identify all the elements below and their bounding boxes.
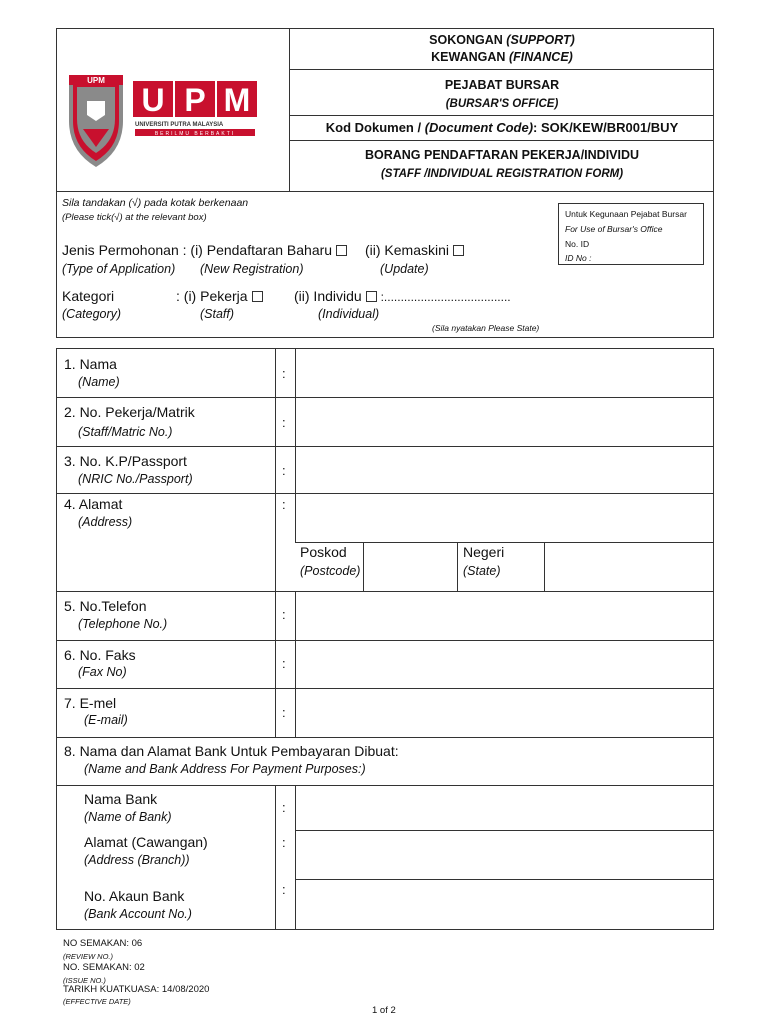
address-label-en: (Address) — [78, 515, 133, 529]
email-label-en: (E-mail) — [84, 713, 128, 727]
postcode-label-en: (Postcode) — [300, 564, 361, 578]
issue-no-en: (ISSUE NO.) — [63, 976, 106, 985]
telephone-input[interactable] — [296, 592, 713, 639]
form-title-text: BORANG PENDAFTARAN PEKERJA/INDIVIDU — [364, 148, 640, 162]
tick-note-en: (Please tick(√) at the relevant box) — [62, 212, 207, 223]
application-type-label-en: (Type of Application) — [62, 262, 176, 276]
colon: : — [282, 656, 286, 671]
form-title-en: (STAFF /INDIVIDUAL REGISTRATION FORM) — [380, 168, 624, 180]
update-option — [365, 242, 464, 258]
fax-label: 6. No. Faks — [64, 647, 136, 663]
fax-label-en: (Fax No) — [78, 665, 127, 679]
name-label: 1. Nama — [64, 356, 117, 372]
individual-checkbox[interactable] — [366, 291, 377, 302]
telephone-label: 5. No.Telefon — [64, 598, 147, 614]
state-note: (Sila nyatakan Please State) — [432, 323, 540, 333]
office-label-en: (BURSAR'S OFFICE) — [445, 98, 559, 110]
bank-address-label-en: (Address (Branch)) — [84, 853, 190, 867]
support-label-en: (SUPPORT) — [506, 33, 575, 47]
state-label: Negeri — [463, 544, 505, 560]
telephone-label-en: (Telephone No.) — [78, 617, 168, 631]
office-title — [290, 76, 714, 114]
bank-section-label: 8. Nama dan Alamat Bank Untuk Pembayaran Dibuat: — [64, 743, 399, 759]
effective-date: TARIKH KUATKUASA: 14/08/2020 — [63, 984, 210, 995]
issue-no: NO. SEMAKAN: 02 — [63, 962, 145, 973]
state-label-en: (State) — [463, 564, 501, 578]
individual-label: (ii) Individu — [294, 288, 362, 304]
divider — [275, 785, 276, 930]
svg-text:P: P — [184, 82, 206, 118]
application-type-label: Jenis Permohonan : (i) Pendaftaran Baharu — [62, 242, 333, 258]
application-type-row — [62, 242, 347, 258]
colon: : — [282, 705, 286, 720]
svg-text:BERILMU BERBAKTI: BERILMU BERBAKTI — [154, 131, 236, 137]
staff-no-label-en: (Staff/Matric No.) — [78, 425, 173, 439]
finance-label: KEWANGAN — [431, 50, 506, 64]
svg-text:UPM: UPM — [87, 76, 105, 85]
individual-specify-field[interactable]: :...................................... — [380, 290, 511, 304]
svg-text:M: M — [223, 82, 251, 118]
ic-no-input[interactable] — [296, 447, 713, 492]
update-label: (ii) Kemaskini — [365, 242, 450, 258]
review-no-en: (REVIEW NO.) — [63, 952, 113, 961]
new-registration-checkbox[interactable] — [336, 245, 347, 256]
colon: : — [282, 607, 286, 622]
ic-no-label: 3. No. K.P/Passport — [64, 453, 187, 469]
account-no-label-en: (Bank Account No.) — [84, 907, 192, 921]
colon: : — [282, 882, 286, 897]
colon: : — [282, 497, 286, 512]
individual-label-en: (Individual) — [318, 307, 380, 321]
office-label: PEJABAT BURSAR — [444, 78, 560, 92]
svg-text:UNIVERSITI PUTRA MALAYSIA: UNIVERSITI PUTRA MALAYSIA — [135, 122, 224, 128]
colon: : — [282, 415, 286, 430]
update-checkbox[interactable] — [453, 245, 464, 256]
individual-option — [294, 288, 511, 304]
staff-option — [176, 288, 263, 304]
email-input[interactable] — [296, 689, 713, 736]
bank-address-label: Alamat (Cawangan) — [84, 834, 208, 850]
bank-name-input[interactable] — [296, 786, 713, 829]
bank-address-input[interactable] — [296, 831, 713, 878]
ic-no-label-en: (NRIC No./Passport) — [78, 472, 193, 486]
bank-name-label: Nama Bank — [84, 791, 158, 807]
colon: : — [282, 835, 286, 850]
review-no: NO SEMAKAN: 06 — [63, 938, 143, 949]
name-label-en: (Name) — [78, 375, 120, 389]
office-use-title: Untuk Kegunaan Pejabat Bursar — [565, 209, 687, 219]
effective-date-en: (EFFECTIVE DATE) — [63, 997, 131, 1006]
upm-logo — [57, 29, 289, 191]
postcode-label: Poskod — [300, 544, 347, 560]
staff-no-input[interactable] — [296, 398, 713, 445]
colon: : — [282, 366, 286, 381]
doc-code-label-en: (Document Code) — [424, 120, 534, 135]
doc-code-value: : SOK/KEW/BR001/BUY — [533, 120, 679, 135]
address-input[interactable] — [296, 494, 713, 541]
support-label: SOKONGAN — [429, 33, 503, 47]
divider — [290, 140, 714, 141]
fax-input[interactable] — [296, 641, 713, 687]
bank-section-label-en: (Name and Bank Address For Payment Purposes:) — [84, 762, 366, 776]
tick-note: Sila tandakan (√) pada kotak berkenaan — [62, 197, 249, 209]
divider — [56, 737, 714, 738]
staff-label-en: (Staff) — [200, 307, 235, 321]
office-use-title-en: For Use of Bursar's Office — [565, 224, 663, 234]
state-input[interactable] — [545, 543, 713, 590]
office-use-id-no: ID No : — [565, 253, 592, 263]
update-label-en: (Update) — [380, 262, 429, 276]
postcode-input[interactable] — [364, 543, 456, 590]
staff-checkbox[interactable] — [252, 291, 263, 302]
category-label-en: (Category) — [62, 307, 122, 321]
new-registration-label-en: (New Registration) — [200, 262, 304, 276]
category-label: Kategori — [62, 288, 115, 304]
account-no-label: No. Akaun Bank — [84, 888, 185, 904]
doc-code-label: Kod Dokumen / — [325, 120, 425, 135]
staff-no-label: 2. No. Pekerja/Matrik — [64, 404, 195, 420]
divider — [275, 348, 276, 737]
account-no-input[interactable] — [296, 880, 713, 929]
colon: : — [282, 463, 286, 478]
form-title — [290, 146, 714, 184]
staff-label: : (i) Pekerja — [176, 288, 248, 304]
finance-label-en: (FINANCE) — [508, 50, 573, 64]
divider — [290, 115, 714, 116]
name-input[interactable] — [296, 349, 713, 396]
colon: : — [282, 800, 286, 815]
bank-name-label-en: (Name of Bank) — [84, 810, 172, 824]
divider — [457, 542, 458, 591]
document-code — [290, 120, 714, 135]
address-label: 4. Alamat — [64, 496, 123, 512]
email-label: 7. E-mel — [64, 695, 117, 711]
divider — [290, 69, 714, 70]
office-use-no-id: No. ID — [565, 239, 590, 249]
header-text — [290, 32, 714, 66]
page-number: 1 of 2 — [372, 1005, 396, 1016]
svg-text:U: U — [141, 82, 165, 118]
